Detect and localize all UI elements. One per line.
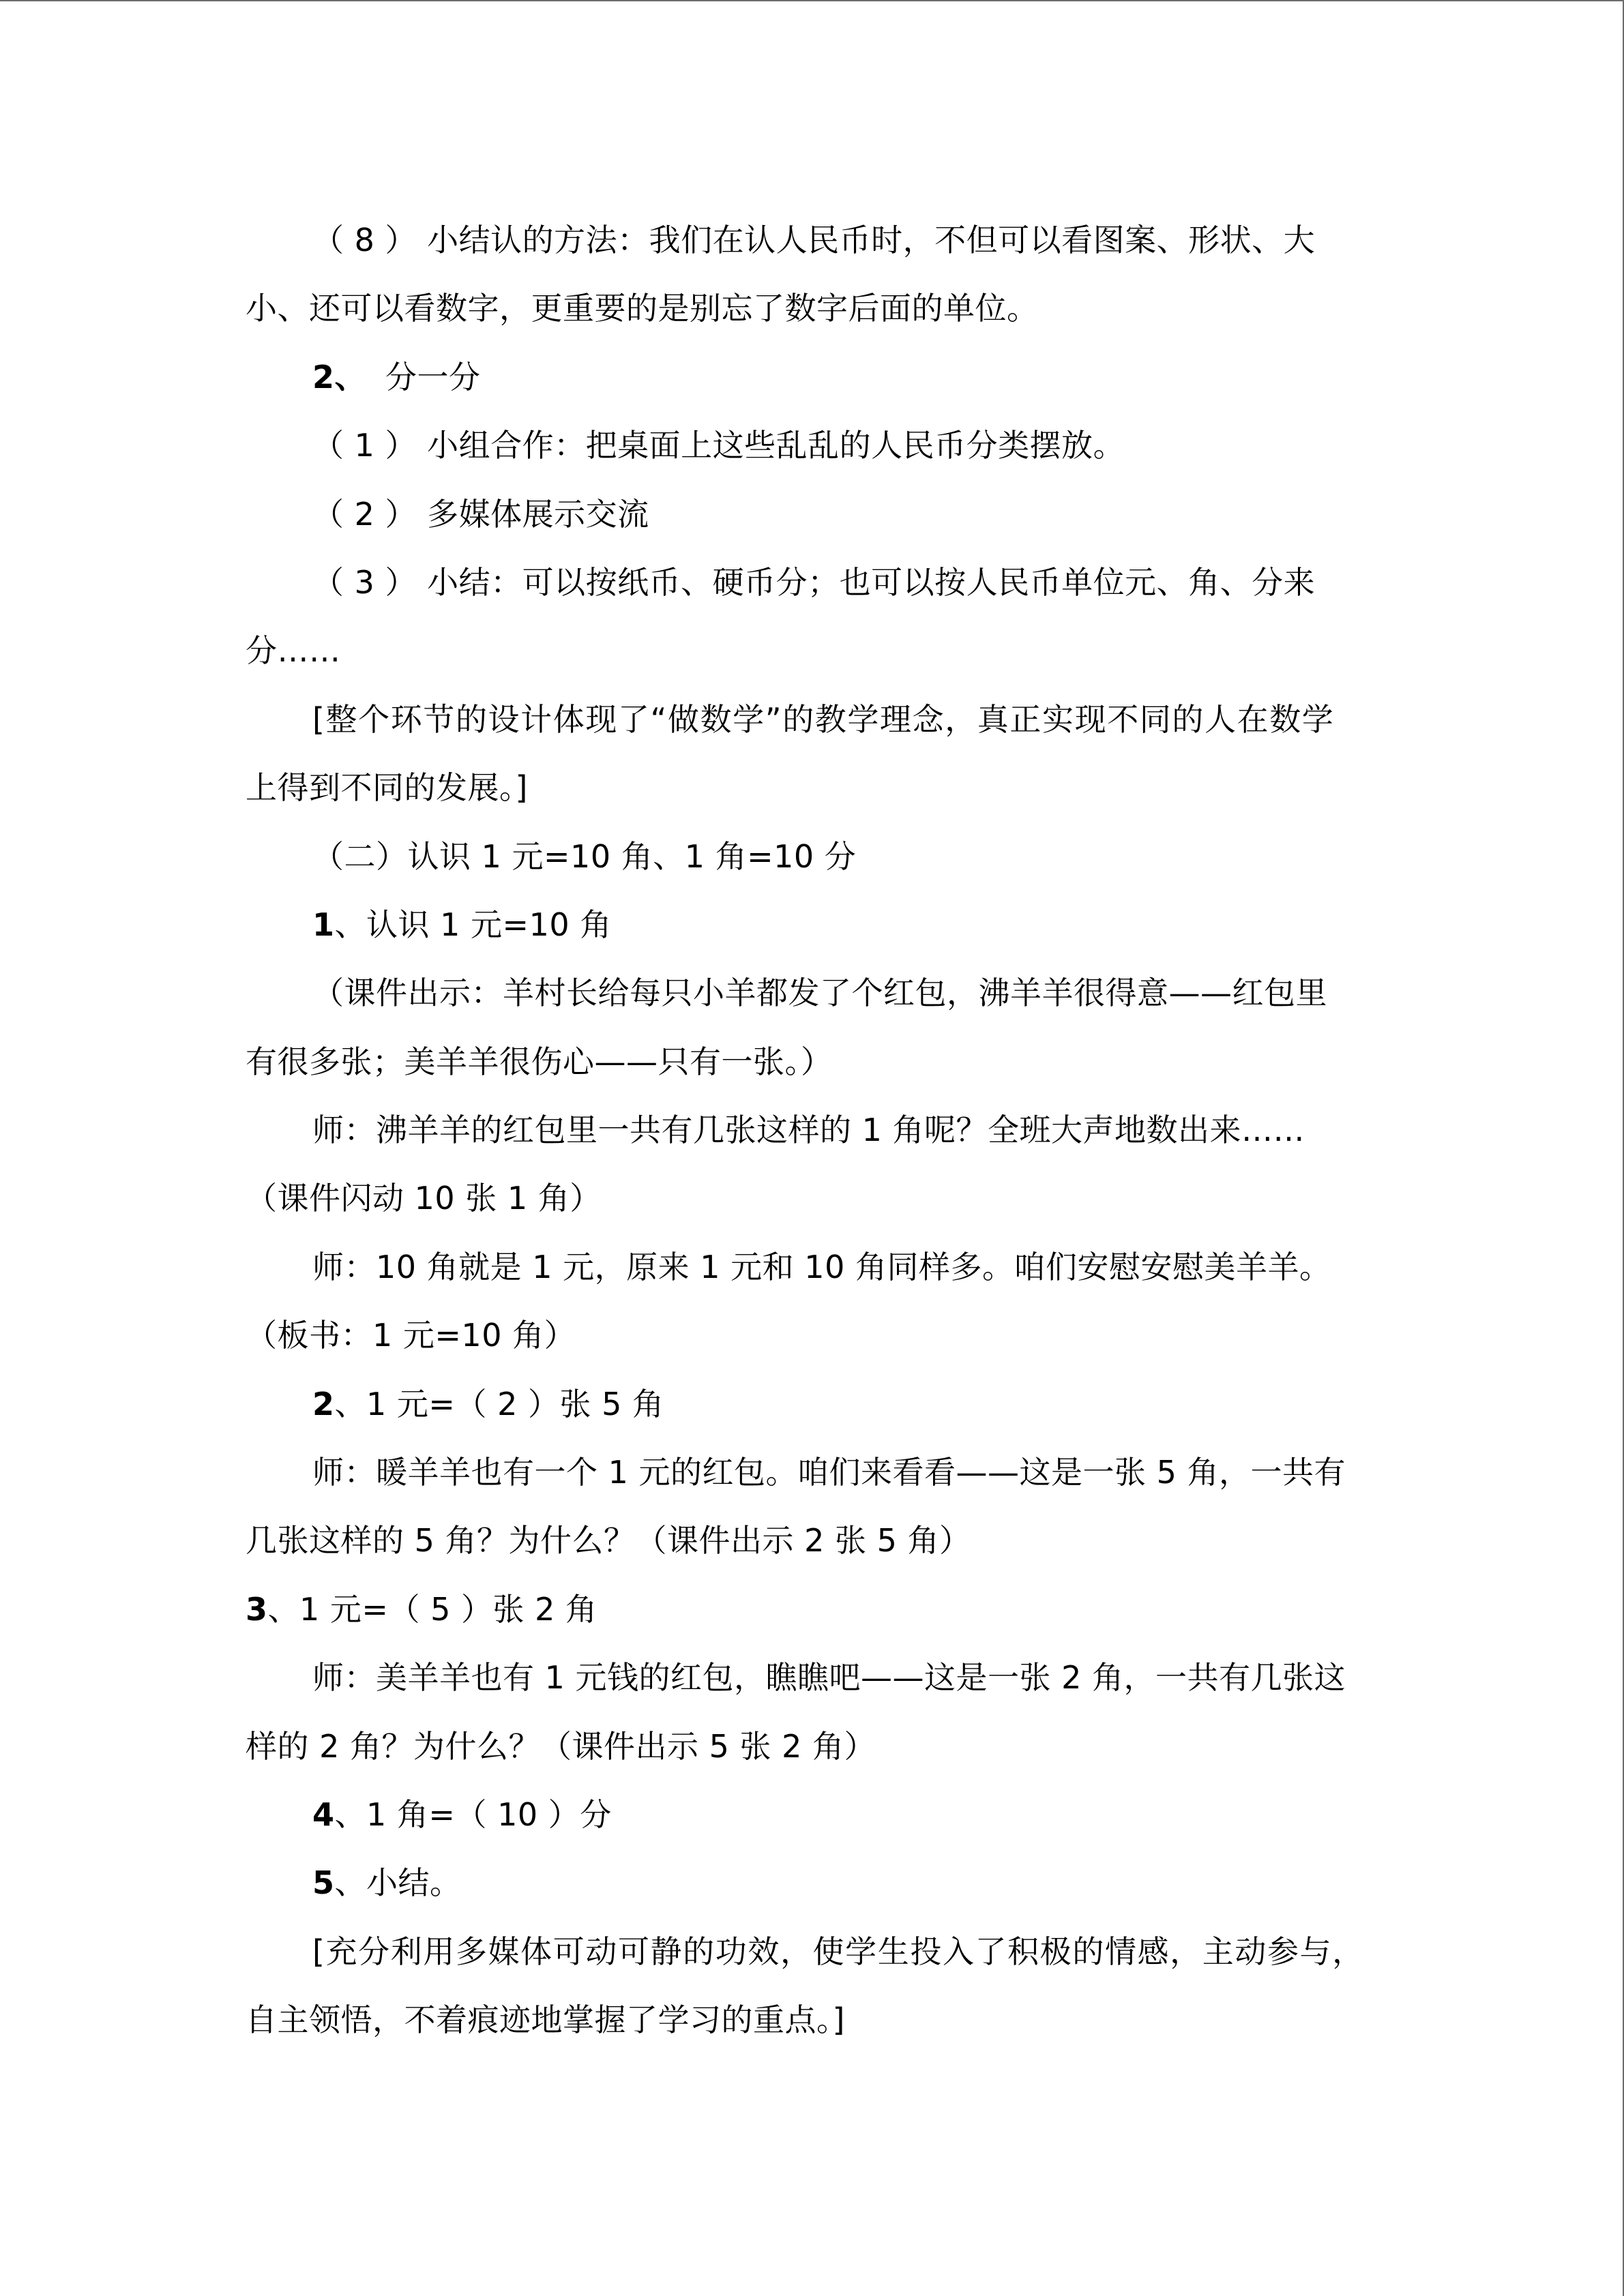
section-number: 5 (312, 1864, 335, 1902)
paragraph-line (246, 616, 1378, 685)
section-number: 2 (312, 1385, 335, 1422)
line-text: 、认识 1 元=10 角 (334, 906, 612, 943)
section-heading (246, 1370, 1378, 1438)
line-text: （ 3 ） 小结：可以按纸币、硬币分；也可以按人民币单位元、角、分来 (312, 563, 1316, 601)
paragraph-line (246, 1506, 1378, 1575)
line-text: 分一分 (385, 358, 481, 396)
paragraph-line (246, 1301, 1378, 1369)
comment-line (246, 685, 1378, 754)
line-text: （ 1 ） 小组合作：把桌面上这些乱乱的人民币分类摆放。 (312, 427, 1125, 464)
line-text: （课件闪动 10 张 1 角） (246, 1180, 602, 1217)
line-text: 师：10 角就是 1 元，原来 1 元和 10 角同样多。咱们安慰安慰美羊羊。 (312, 1248, 1331, 1285)
paragraph-line (246, 206, 1378, 274)
line-text: [整个环节的设计体现了“做数学”的教学理念，真正实现不同的人在数学 (312, 700, 1335, 738)
paragraph-line (246, 411, 1378, 479)
paragraph-line (246, 959, 1378, 1027)
line-text: 师：暖羊羊也有一个 1 元的红包。咱们来看看——这是一张 5 角，一共有 (312, 1454, 1346, 1491)
section-heading (246, 343, 1378, 411)
section-number: 4 (312, 1795, 335, 1833)
comment-line (246, 1918, 1378, 1986)
section-number: 1 (312, 906, 335, 943)
section-number: 2、 (312, 358, 367, 396)
line-text: 、1 元=（ 5 ）张 2 角 (267, 1590, 597, 1628)
paragraph-line (246, 1712, 1378, 1780)
paragraph-line (246, 1164, 1378, 1232)
line-text: 师：美羊羊也有 1 元钱的红包，瞧瞧吧——这是一张 2 角，一共有几张这 (312, 1659, 1346, 1697)
section-heading (246, 1780, 1378, 1849)
section-heading (246, 822, 1378, 891)
paragraph-line (246, 1438, 1378, 1506)
paragraph-line (246, 1643, 1378, 1712)
paragraph-line (246, 1233, 1378, 1301)
section-heading (246, 1575, 1378, 1643)
line-text: （板书：1 元=10 角） (246, 1317, 576, 1354)
line-text: 师：沸羊羊的红包里一共有几张这样的 1 角呢？全班大声地数出来…… (312, 1112, 1305, 1149)
line-text: 自主领悟，不着痕迹地掌握了学习的重点。] (246, 2001, 845, 2039)
section-heading (246, 1849, 1378, 1917)
section-heading (246, 891, 1378, 959)
paragraph-line (246, 1028, 1378, 1096)
paragraph-line (246, 548, 1378, 616)
line-text: （ 8 ） 小结认的方法：我们在认人民币时，不但可以看图案、形状、大 (312, 222, 1316, 258)
comment-line (246, 754, 1378, 822)
line-text: 、1 角=（ 10 ）分 (334, 1795, 612, 1833)
paragraph-line (246, 1096, 1378, 1164)
line-text: 分…… (246, 632, 341, 670)
line-text: （ 2 ） 多媒体展示交流 (312, 495, 649, 533)
document-body (246, 206, 1378, 2055)
line-text: （课件出示：羊村长给每只小羊都发了个红包，沸羊羊很得意——红包里 (312, 974, 1327, 1012)
line-text: 几张这样的 5 角？为什么？（课件出示 2 张 5 角） (246, 1522, 971, 1560)
comment-line (246, 1986, 1378, 2054)
section-number: 3 (246, 1590, 268, 1628)
line-text: 小、还可以看数字，更重要的是别忘了数字后面的单位。 (246, 290, 1039, 327)
line-text: 样的 2 角？为什么？（课件出示 5 张 2 角） (246, 1727, 876, 1765)
line-text: [充分利用多媒体可动可静的功效，使学生投入了积极的情感，主动参与， (312, 1933, 1365, 1970)
paragraph-line (246, 274, 1378, 342)
line-text: 、1 元=（ 2 ）张 5 角 (334, 1385, 664, 1422)
paragraph-line (246, 480, 1378, 548)
line-text: 上得到不同的发展。] (246, 769, 528, 807)
line-text: （二）认识 1 元=10 角、1 角=10 分 (312, 837, 857, 875)
line-text: 有很多张；美羊羊很伤心——只有一张。） (246, 1043, 833, 1080)
line-text: 、小结。 (334, 1864, 462, 1902)
